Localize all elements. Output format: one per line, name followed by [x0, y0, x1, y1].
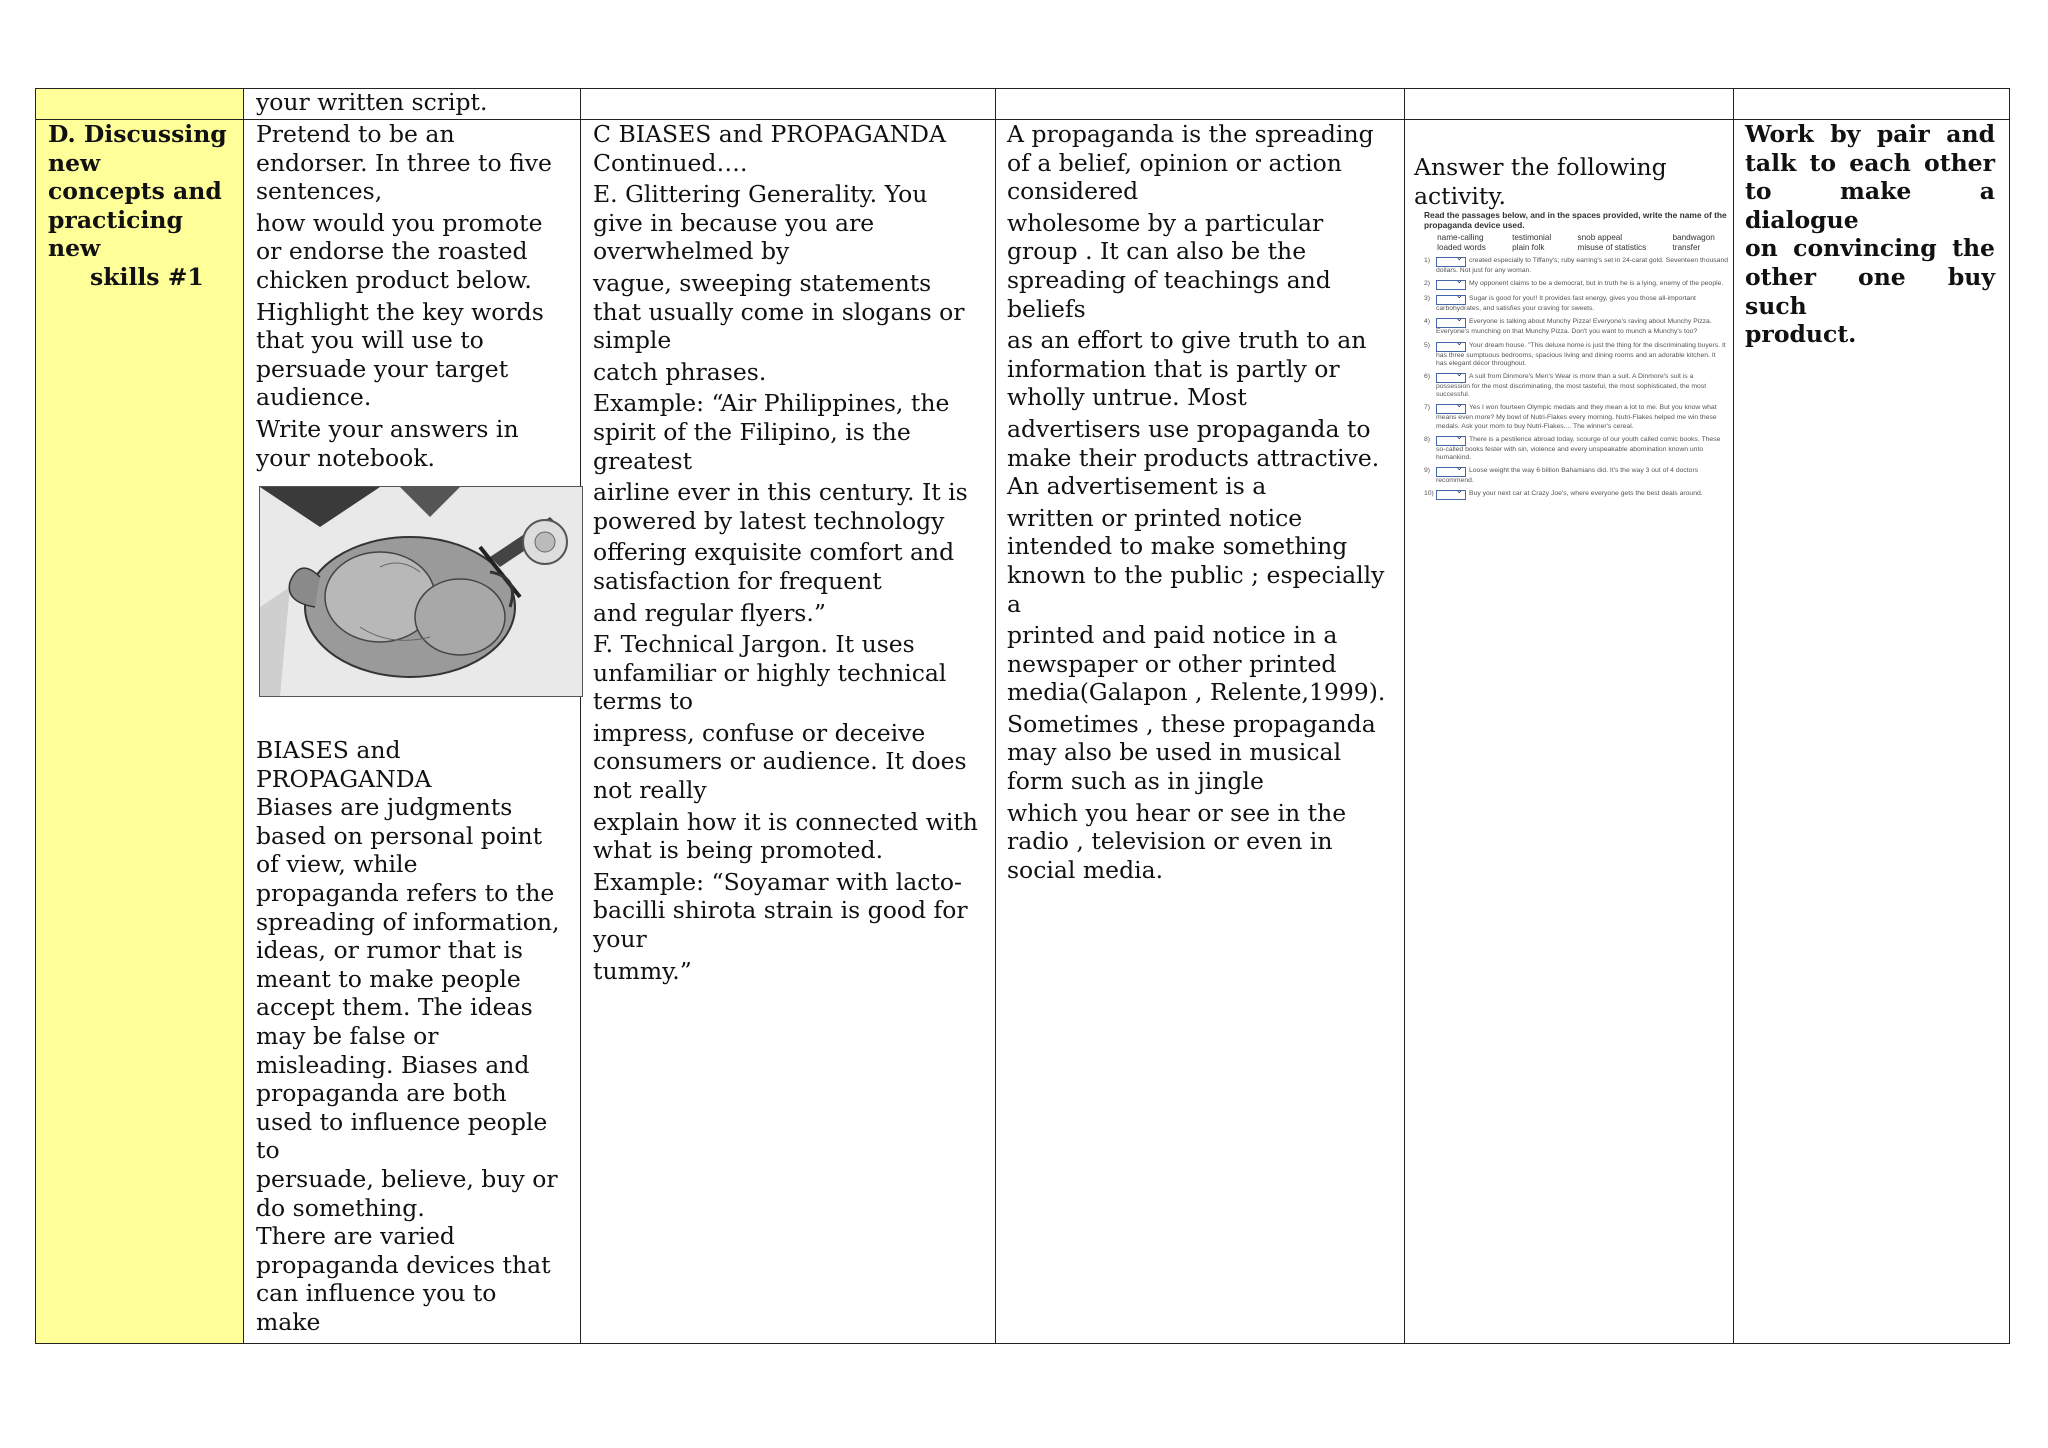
answer-dropdown[interactable]: [1436, 318, 1466, 328]
line: make: [256, 1307, 321, 1336]
paragraph: advertisers use propaganda to make their products attractive. An advertisement is a: [1007, 414, 1380, 501]
answer-dropdown[interactable]: [1436, 257, 1466, 267]
answer-dropdown[interactable]: [1436, 280, 1466, 290]
paragraph: Example: “Air Philippines, the spirit of the Filipino, is the greatest: [593, 389, 950, 475]
activity-intro: [1414, 153, 1714, 210]
line: do something.: [256, 1193, 425, 1222]
section-title-line: D. Discussing: [48, 120, 227, 148]
worksheet-item: [1424, 318, 1728, 336]
answer-dropdown[interactable]: [1436, 404, 1466, 414]
line: There are varied: [256, 1222, 455, 1251]
line: accept them. The ideas: [256, 993, 533, 1022]
paragraph: impress, confuse or deceive consumers or audience. It does not really: [593, 718, 967, 805]
paragraph: vague, sweeping statements that usually come in slogans or simple: [593, 268, 965, 355]
paragraph: Sometimes , these propaganda may also be used in musical form such as in jingle: [1007, 709, 1376, 796]
roasted-chicken-image: [259, 486, 583, 697]
answer-dropdown[interactable]: [1436, 373, 1466, 383]
line: BIASES and: [256, 736, 401, 764]
item-number: 9): [1424, 467, 1431, 475]
item-text: Everyone is talking about Munchy Pizza! Everyone's raving about Munchy Pizza. Everyone's munching on that Munchy Pizza. Don't you want to munch a Munchy's too?: [1436, 318, 1712, 336]
option: transfer: [1672, 243, 1701, 252]
item-number: 8): [1424, 435, 1431, 443]
section-title-line: concepts and: [48, 177, 222, 206]
line: used to influence people: [256, 1107, 548, 1136]
paragraph: F. Technical Jargon. It uses unfamiliar or highly technical terms to: [593, 630, 947, 716]
answer-dropdown[interactable]: [1436, 342, 1466, 352]
option: name-calling: [1437, 233, 1484, 242]
item-text: Your dream house. "This deluxe home is just the thing for the discriminating buyers. It has three sumptuous bedrooms, spacious living and dining rooms and an adorable kitchen. It has elegant décor throughout.: [1436, 341, 1726, 367]
section-title-line: new: [48, 148, 101, 177]
propaganda-worksheet: [1424, 210, 1728, 505]
endorser-instructions: [256, 120, 586, 472]
paragraph: how would you promote or endorse the roasted chicken product below.: [256, 208, 543, 294]
paragraph: E. Glittering Generality. You give in because you are overwhelmed by: [593, 180, 928, 266]
answer-dropdown[interactable]: [1436, 295, 1466, 305]
line: spreading of information,: [256, 907, 560, 936]
section-title-line: skills #1: [90, 262, 204, 291]
line: talk to each other: [1745, 148, 1995, 177]
item-text: Yes I won fourteen Olympic medals and they mean a lot to me. But you know what means even more? My bowl of Nutri-Flakes every morning. Nutri-Flakes helped me win these medals. Ask your mom to buy Nutri-Flakes.... The winner's cereal.: [1436, 404, 1717, 430]
answer-dropdown[interactable]: [1436, 467, 1466, 477]
line: product.: [1745, 320, 1857, 349]
option: plain folk: [1512, 243, 1545, 252]
line: to: [256, 1136, 280, 1165]
item-number: 1): [1424, 257, 1431, 264]
device-options: [1424, 233, 1728, 253]
paragraph: Pretend to be an endorser. In three to five sentences,: [256, 120, 552, 206]
paragraph: wholesome by a particular group . It can also be the spreading of teachings and beliefs: [1007, 208, 1331, 323]
worksheet-item: [1424, 373, 1728, 399]
paragraph: written or printed notice intended to make something known to the public ; especially a: [1007, 503, 1385, 618]
worksheet-item: [1424, 342, 1728, 368]
paragraph: printed and paid notice in a newspaper or other printed media(Galapon , Relente,1999).: [1007, 621, 1386, 707]
worksheet-item: [1424, 295, 1728, 313]
section-title-line: practicing: [48, 205, 183, 234]
item-text: created especially to Tiffany's; ruby earring's set in 24-carat gold. Seventeen thousand dollars. Not just for any woman.: [1436, 257, 1729, 274]
item-text: My opponent claims to be a democrat, but in truth he is a lying, enemy of the people.: [1469, 280, 1724, 288]
paragraph: catch phrases.: [593, 357, 767, 386]
paragraph: offering exquisite comfort and satisfaction for frequent: [593, 538, 955, 595]
line: meant to make people: [256, 964, 521, 993]
section-title-line: new: [48, 234, 101, 263]
paragraph: and regular flyers.”: [593, 598, 826, 627]
line: propaganda are both: [256, 1079, 507, 1108]
line: ideas, or rumor that is: [256, 936, 523, 965]
propaganda-definition-text: [1007, 120, 1407, 884]
worksheet-item: [1424, 404, 1728, 430]
item-text: A suit from Dinmore's Men's Wear is more than a suit. A Dinmore's suit is a possession for the most discriminating, the most tasteful, the most sophisticated, the most successful.: [1436, 373, 1707, 399]
worksheet-item: [1424, 467, 1728, 485]
top-row-text: your written script.: [256, 88, 488, 116]
item-number: 6): [1424, 373, 1431, 381]
worksheet-item: [1424, 436, 1728, 462]
line: activity.: [1414, 181, 1506, 210]
item-number: 4): [1424, 318, 1431, 326]
paragraph: Highlight the key words that you will use to persuade your target audience.: [256, 297, 544, 412]
option: misuse of statistics: [1577, 243, 1647, 252]
paragraph: A propaganda is the spreading of a belief, opinion or action considered: [1007, 120, 1374, 206]
line: to make a dialogue: [1745, 177, 1995, 234]
line: persuade, believe, buy or: [256, 1164, 558, 1193]
line: other one buy such: [1745, 262, 1995, 320]
item-number: 10): [1424, 490, 1434, 498]
paragraph: tummy.”: [593, 956, 692, 985]
pair-work-instruction: [1745, 120, 1995, 349]
line: Biases are judgments: [256, 793, 513, 822]
line: Work by pair and: [1745, 120, 1995, 148]
worksheet-item: [1424, 490, 1728, 500]
item-number: 5): [1424, 341, 1431, 349]
item-text: Sugar is good for you!! It provides fast energy, gives you those all-important carbohydrates, and satisfies your craving for sweets.: [1436, 295, 1696, 313]
paragraph: airline ever in this century. It is powered by latest technology: [593, 478, 968, 535]
line: propaganda devices that: [256, 1250, 551, 1279]
roasted-chicken-icon: [260, 487, 582, 696]
item-number: 3): [1424, 295, 1431, 303]
item-number: 7): [1424, 404, 1431, 412]
line: misleading. Biases and: [256, 1050, 530, 1079]
paragraph: C BIASES and PROPAGANDA Continued….: [593, 120, 946, 177]
worksheet-instructions: Read the passages below, and in the spaces provided, write the name of the propaganda device used.: [1424, 210, 1727, 230]
paragraph: Example: “Soyamar with lacto- bacilli shirota strain is good for your: [593, 867, 968, 954]
item-text: Loose weight the way 6 billion Bahamians did. It's the way 3 out of 4 doctors recommend.: [1436, 467, 1699, 485]
line: propaganda refers to the: [256, 878, 555, 907]
paragraph: Write your answers in your notebook.: [256, 414, 519, 472]
answer-dropdown[interactable]: [1436, 490, 1466, 500]
paragraph: explain how it is connected with what is being promoted.: [593, 807, 978, 865]
biases-propaganda-definition: [256, 736, 586, 1336]
line: on convincing the: [1745, 234, 1995, 263]
option: bandwagon: [1672, 233, 1715, 242]
line: Answer the following: [1414, 153, 1667, 181]
item-text: There is a pestilence abroad today, scourge of our youth called comic books. These so-called books fester with sin, violence and every unspeakable abomination known unto humankind.: [1436, 435, 1721, 462]
line: based on personal point: [256, 821, 543, 850]
option: testimonial: [1512, 233, 1552, 242]
line: can influence you to: [256, 1279, 497, 1308]
section-title: [48, 120, 238, 292]
worksheet-item: [1424, 280, 1728, 290]
paragraph: which you hear or see in the radio , television or even in social media.: [1007, 798, 1347, 884]
option: snob appeal: [1577, 233, 1623, 242]
answer-dropdown[interactable]: [1436, 436, 1466, 446]
propaganda-techniques-text: [593, 120, 993, 985]
line: may be false or: [256, 1021, 439, 1050]
worksheet-item: [1424, 257, 1728, 275]
line: PROPAGANDA: [256, 764, 432, 793]
option: loaded words: [1437, 243, 1486, 252]
paragraph: as an effort to give truth to an information that is partly or wholly untrue. Most: [1007, 326, 1367, 412]
item-number: 2): [1424, 280, 1431, 288]
item-text: Buy your next car at Crazy Joe's, where everyone gets the best deals around.: [1469, 490, 1703, 498]
line: of view, while: [256, 850, 418, 879]
